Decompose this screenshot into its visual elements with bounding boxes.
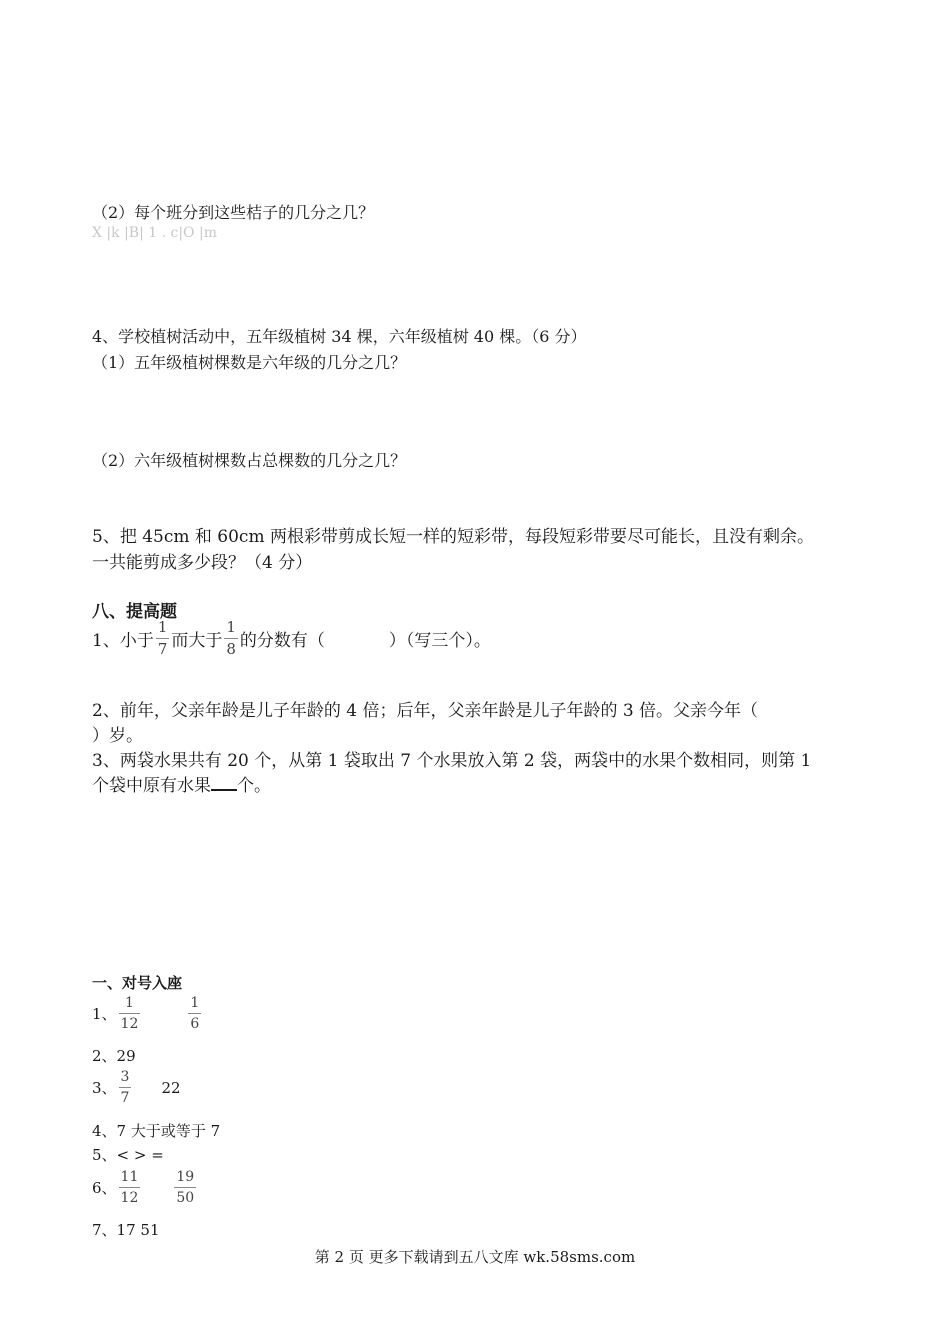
- fraction-denominator: 12: [120, 1190, 139, 1206]
- question-4-1: （1）五年级植树棵数是六年级的几分之几？: [92, 353, 407, 372]
- adv1-middle: 而大于: [171, 631, 223, 651]
- question-3-2: （2）每个班分到这些桔子的几分之几？: [92, 203, 375, 222]
- advanced-question-2-line1: 2、前年，父亲年龄是儿子年龄的 4 倍；后年，父亲年龄是儿子年龄的 3 倍。父亲今年（: [92, 701, 759, 721]
- fraction-numerator: 11: [120, 1169, 139, 1185]
- fraction-nineteen-fiftieths: [174, 1170, 196, 1205]
- fraction-numerator: 1: [226, 618, 236, 636]
- answer-1-label: 1、: [92, 1005, 117, 1023]
- fraction-denominator: 8: [226, 640, 236, 658]
- answer-3-value: 22: [161, 1078, 181, 1097]
- question-5-line1: 5、把 45cm 和 60cm 两根彩带剪成长短一样的短彩带，每段短彩带要尽可能长，且没有剩余。: [92, 527, 814, 547]
- answer-4: 4、7 大于或等于 7: [92, 1122, 221, 1140]
- fraction-one-twelfth: [119, 996, 141, 1031]
- fraction-denominator: 7: [120, 1090, 130, 1106]
- question-4: 4、学校植树活动中，五年级植树 34 棵，六年级植树 40 棵。（6 分）: [92, 327, 587, 346]
- adv3-text-a: 个袋中原有水果: [92, 776, 211, 796]
- fraction-bar: [174, 1187, 196, 1188]
- fraction-bar: [119, 1013, 141, 1014]
- advanced-question-3-line1: 3、两袋水果共有 20 个，从第 1 袋取出 7 个水果放入第 2 袋，两袋中的水果个数相同，则第 1: [92, 751, 812, 771]
- fraction-numerator: 3: [120, 1069, 130, 1085]
- answer-1: [92, 996, 203, 1031]
- answer-3: [92, 1070, 181, 1105]
- fraction-one-seventh: [156, 620, 170, 657]
- answer-6: [92, 1170, 198, 1205]
- answer-7: 7、17 51: [92, 1221, 160, 1239]
- question-5-line2: 一共能剪成多少段？（4 分）: [92, 553, 313, 573]
- fraction-numerator: 1: [125, 995, 134, 1011]
- fraction-one-sixth: [188, 996, 201, 1031]
- advanced-question-3-line2: [92, 771, 271, 796]
- fraction-numerator: 1: [190, 995, 200, 1011]
- fraction-numerator: 1: [157, 618, 168, 636]
- fraction-three-sevenths: [119, 1070, 132, 1105]
- fraction-denominator: 6: [190, 1016, 200, 1032]
- page-footer: 第 2 页 更多下载请到五八文库 wk.58sms.com: [314, 1248, 636, 1266]
- answer-2: 2、29: [92, 1047, 136, 1065]
- adv1-suffix-b: ）（写三个）。: [388, 631, 491, 651]
- answer-5: 5、< > =: [92, 1146, 164, 1164]
- answer-underline: [211, 775, 237, 791]
- fraction-numerator: 19: [176, 1169, 195, 1185]
- fraction-eleven-twelfths: [119, 1170, 141, 1205]
- answer-3-label: 3、: [92, 1079, 117, 1097]
- adv3-text-b: 个。: [237, 776, 271, 796]
- answers-section-title: 一、对号入座: [92, 974, 183, 992]
- question-4-2: （2）六年级植树棵数占总棵数的几分之几？: [92, 451, 407, 470]
- fraction-bar: [156, 638, 170, 639]
- advanced-question-2-line2: ）岁。: [92, 726, 143, 746]
- fraction-denominator: 50: [176, 1190, 195, 1206]
- watermark-text: X |k |B| 1 . c|O |m: [92, 225, 217, 241]
- fraction-one-eighth: [224, 620, 238, 657]
- adv1-suffix-a: 的分数有（: [239, 631, 325, 651]
- answer-6-label: 6、: [92, 1179, 117, 1197]
- section-8-title: 八、提高题: [92, 602, 177, 622]
- fraction-bar: [119, 1087, 132, 1088]
- advanced-question-1: [92, 620, 491, 657]
- fraction-denominator: 7: [157, 640, 168, 658]
- fraction-bar: [119, 1187, 141, 1188]
- fraction-bar: [224, 638, 238, 639]
- fraction-denominator: 12: [120, 1016, 139, 1032]
- adv1-prefix: 1、小于: [92, 631, 154, 651]
- fraction-bar: [188, 1013, 201, 1014]
